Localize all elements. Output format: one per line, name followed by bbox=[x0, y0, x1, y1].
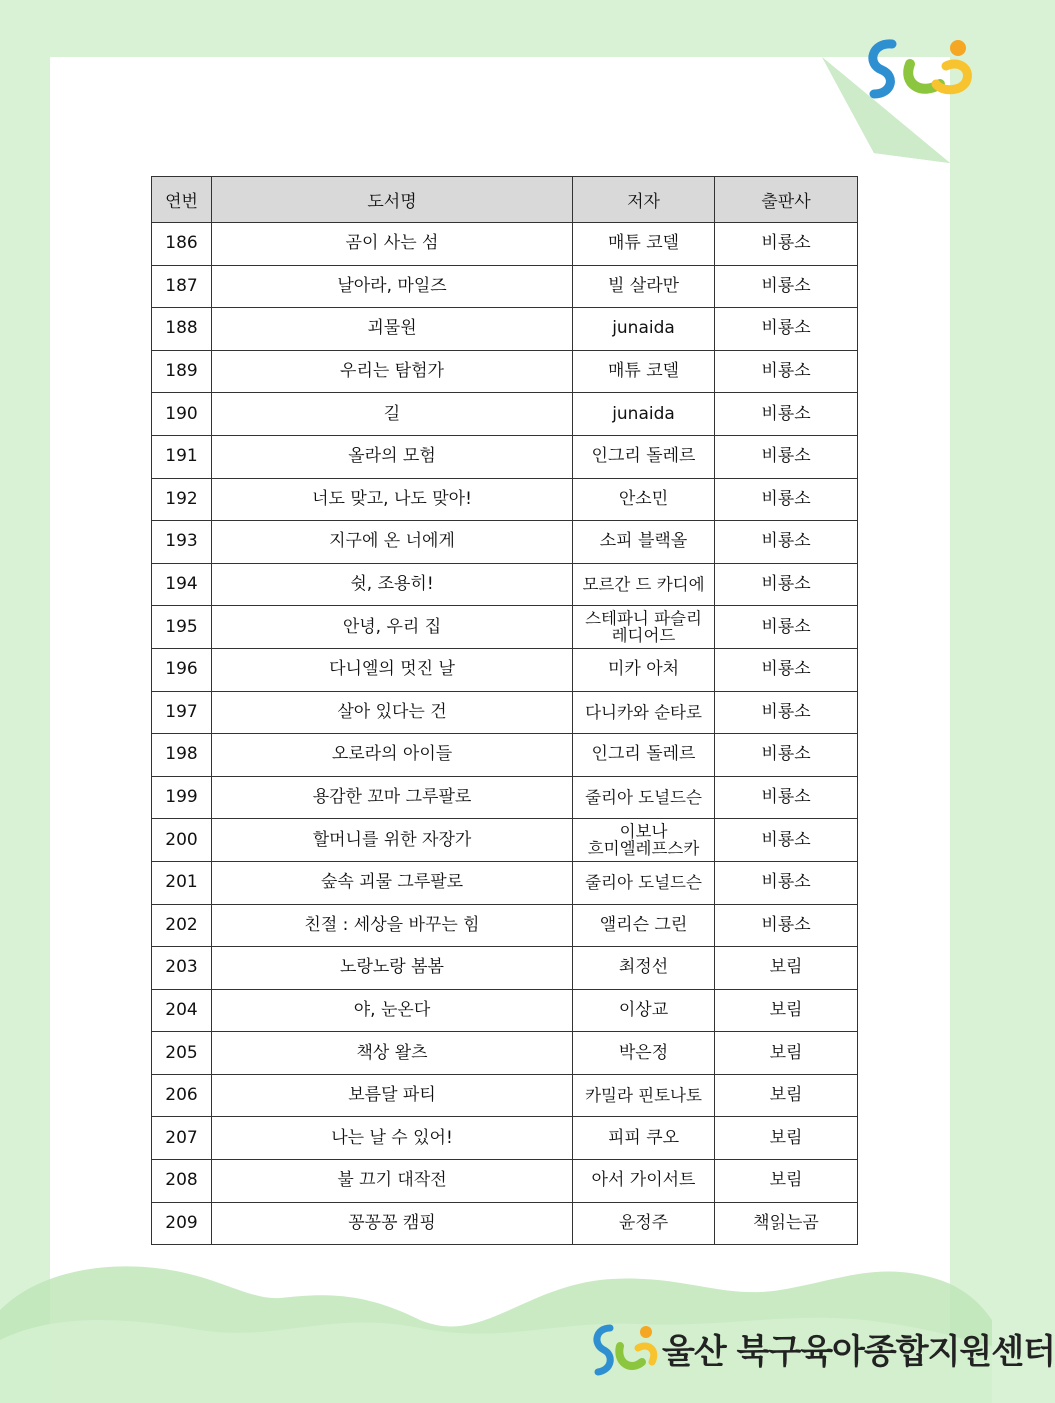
cell-author: 빌 살라만 bbox=[573, 265, 715, 308]
cell-publisher: 비룡소 bbox=[715, 606, 858, 649]
cell-no: 198 bbox=[152, 734, 212, 777]
cell-author: 박은정 bbox=[573, 1032, 715, 1075]
table-row bbox=[152, 861, 858, 904]
cell-title: 오로라의 아이들 bbox=[212, 734, 573, 777]
cell-title: 안녕, 우리 집 bbox=[212, 606, 573, 649]
cell-no: 192 bbox=[152, 478, 212, 521]
table-row bbox=[152, 734, 858, 777]
table-header-row bbox=[152, 177, 858, 223]
cell-title: 우리는 탐험가 bbox=[212, 350, 573, 393]
cell-publisher: 보림 bbox=[715, 1074, 858, 1117]
cell-author: 윤정주 bbox=[573, 1202, 715, 1245]
cell-no: 199 bbox=[152, 776, 212, 819]
table-row bbox=[152, 648, 858, 691]
header-author: 저자 bbox=[573, 177, 715, 223]
cell-title: 용감한 꼬마 그루팔로 bbox=[212, 776, 573, 819]
cell-no: 193 bbox=[152, 521, 212, 564]
header-title: 도서명 bbox=[212, 177, 573, 223]
header-publisher: 출판사 bbox=[715, 177, 858, 223]
cell-no: 190 bbox=[152, 393, 212, 436]
cell-no: 189 bbox=[152, 350, 212, 393]
cell-title: 불 끄기 대작전 bbox=[212, 1160, 573, 1203]
cell-author: 피피 쿠오 bbox=[573, 1117, 715, 1160]
cell-publisher: 비룡소 bbox=[715, 435, 858, 478]
cell-title: 숲속 괴물 그루팔로 bbox=[212, 861, 573, 904]
table-row bbox=[152, 521, 858, 564]
cell-no: 196 bbox=[152, 648, 212, 691]
cell-publisher: 보림 bbox=[715, 947, 858, 990]
cell-title: 친절 : 세상을 바꾸는 힘 bbox=[212, 904, 573, 947]
table-row bbox=[152, 989, 858, 1032]
table-row bbox=[152, 393, 858, 436]
cell-publisher: 비룡소 bbox=[715, 393, 858, 436]
book-list-table bbox=[151, 176, 858, 1245]
table-row bbox=[152, 1117, 858, 1160]
table-row bbox=[152, 1160, 858, 1203]
table-row bbox=[152, 1032, 858, 1075]
table-row bbox=[152, 776, 858, 819]
table-row bbox=[152, 819, 858, 862]
cell-author: 안소민 bbox=[573, 478, 715, 521]
cloud-wave-decoration bbox=[0, 1250, 1055, 1403]
table-row bbox=[152, 947, 858, 990]
cell-publisher: 비룡소 bbox=[715, 734, 858, 777]
organization-name: 울산 북구육아종합지원센터 bbox=[662, 1332, 1055, 1372]
cell-publisher: 비룡소 bbox=[715, 350, 858, 393]
cell-title: 지구에 온 너에게 bbox=[212, 521, 573, 564]
cell-author: junaida bbox=[573, 308, 715, 351]
cell-title: 길 bbox=[212, 393, 573, 436]
table-row bbox=[152, 1074, 858, 1117]
cell-author: 아서 가이서트 bbox=[573, 1160, 715, 1203]
cell-title: 할머니를 위한 자장가 bbox=[212, 819, 573, 862]
cell-title: 꽁꽁꽁 캠핑 bbox=[212, 1202, 573, 1245]
cell-publisher: 비룡소 bbox=[715, 819, 858, 862]
cell-publisher: 책읽는곰 bbox=[715, 1202, 858, 1245]
cell-publisher: 보림 bbox=[715, 1160, 858, 1203]
cell-title: 괴물원 bbox=[212, 308, 573, 351]
cell-author: 앨리슨 그린 bbox=[573, 904, 715, 947]
cell-no: 194 bbox=[152, 563, 212, 606]
cell-title: 너도 맞고, 나도 맞아! bbox=[212, 478, 573, 521]
cell-author: 미카 아처 bbox=[573, 648, 715, 691]
cell-no: 186 bbox=[152, 223, 212, 266]
table-row bbox=[152, 265, 858, 308]
cell-publisher: 비룡소 bbox=[715, 691, 858, 734]
table-row bbox=[152, 904, 858, 947]
table-row bbox=[152, 478, 858, 521]
cell-no: 204 bbox=[152, 989, 212, 1032]
cell-author: 매튜 코델 bbox=[573, 223, 715, 266]
cell-title: 보름달 파티 bbox=[212, 1074, 573, 1117]
cell-title: 쉿, 조용히! bbox=[212, 563, 573, 606]
cell-no: 187 bbox=[152, 265, 212, 308]
cell-no: 206 bbox=[152, 1074, 212, 1117]
cell-title: 야, 눈온다 bbox=[212, 989, 573, 1032]
cell-publisher: 비룡소 bbox=[715, 648, 858, 691]
table-row bbox=[152, 691, 858, 734]
cell-author: 소피 블랙올 bbox=[573, 521, 715, 564]
cell-no: 208 bbox=[152, 1160, 212, 1203]
table-row bbox=[152, 563, 858, 606]
table-row bbox=[152, 308, 858, 351]
table-row bbox=[152, 223, 858, 266]
cell-publisher: 비룡소 bbox=[715, 776, 858, 819]
cell-title: 나는 날 수 있어! bbox=[212, 1117, 573, 1160]
cell-author: 인그리 돌레르 bbox=[573, 435, 715, 478]
cell-author: 카밀라 핀토나토 bbox=[573, 1074, 715, 1117]
cell-no: 191 bbox=[152, 435, 212, 478]
cell-publisher: 비룡소 bbox=[715, 478, 858, 521]
cell-no: 203 bbox=[152, 947, 212, 990]
cell-no: 188 bbox=[152, 308, 212, 351]
org-logo-icon bbox=[590, 1320, 660, 1380]
cell-publisher: 보림 bbox=[715, 989, 858, 1032]
cell-author: 인그리 돌레르 bbox=[573, 734, 715, 777]
cell-author: 다니카와 순타로 bbox=[573, 691, 715, 734]
table-row bbox=[152, 350, 858, 393]
table-row bbox=[152, 1202, 858, 1245]
header-no: 연번 bbox=[152, 177, 212, 223]
cell-no: 200 bbox=[152, 819, 212, 862]
cell-author: junaida bbox=[573, 393, 715, 436]
cell-title: 올라의 모험 bbox=[212, 435, 573, 478]
logo-icon bbox=[862, 34, 980, 102]
cell-no: 197 bbox=[152, 691, 212, 734]
cell-title: 책상 왈츠 bbox=[212, 1032, 573, 1075]
cell-title: 다니엘의 멋진 날 bbox=[212, 648, 573, 691]
cell-no: 205 bbox=[152, 1032, 212, 1075]
cell-author: 최정선 bbox=[573, 947, 715, 990]
cell-publisher: 비룡소 bbox=[715, 861, 858, 904]
cell-publisher: 비룡소 bbox=[715, 904, 858, 947]
cell-publisher: 비룡소 bbox=[715, 223, 858, 266]
cell-author: 줄리아 도널드슨 bbox=[573, 861, 715, 904]
cell-title: 날아라, 마일즈 bbox=[212, 265, 573, 308]
cell-publisher: 비룡소 bbox=[715, 308, 858, 351]
table-row bbox=[152, 606, 858, 649]
cell-author: 이상교 bbox=[573, 989, 715, 1032]
cell-publisher: 보림 bbox=[715, 1032, 858, 1075]
cell-no: 209 bbox=[152, 1202, 212, 1245]
cell-title: 곰이 사는 섬 bbox=[212, 223, 573, 266]
cell-author: 이보나 흐미엘레프스카 bbox=[573, 819, 715, 862]
cell-no: 202 bbox=[152, 904, 212, 947]
cell-publisher: 비룡소 bbox=[715, 563, 858, 606]
table-row bbox=[152, 435, 858, 478]
cell-title: 노랑노랑 봄봄 bbox=[212, 947, 573, 990]
cell-author: 모르간 드 카디에 bbox=[573, 563, 715, 606]
cell-no: 207 bbox=[152, 1117, 212, 1160]
cell-author: 줄리아 도널드슨 bbox=[573, 776, 715, 819]
cell-no: 195 bbox=[152, 606, 212, 649]
cell-title: 살아 있다는 건 bbox=[212, 691, 573, 734]
cell-no: 201 bbox=[152, 861, 212, 904]
cell-publisher: 비룡소 bbox=[715, 265, 858, 308]
cell-publisher: 보림 bbox=[715, 1117, 858, 1160]
cell-author: 매튜 코델 bbox=[573, 350, 715, 393]
cell-publisher: 비룡소 bbox=[715, 521, 858, 564]
cell-author: 스테파니 파슬리 레디어드 bbox=[573, 606, 715, 649]
